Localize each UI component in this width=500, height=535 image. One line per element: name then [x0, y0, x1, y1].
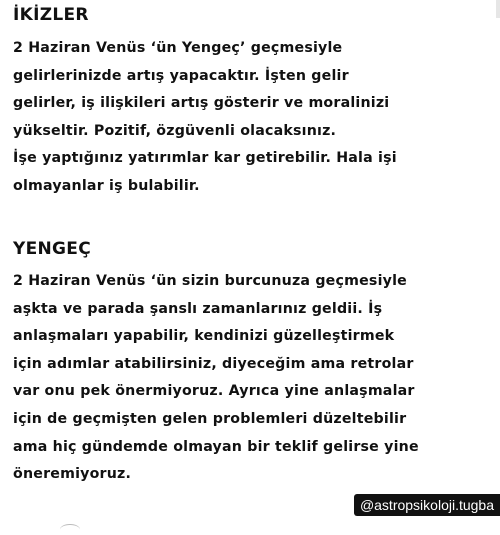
- bottom-edge-arc: [60, 524, 80, 535]
- paragraph-line: anlaşmaları yapabilir, kendinizi güzelleştirmek: [13, 328, 395, 345]
- paragraph-line: olmayanlar iş bulabilir.: [13, 177, 200, 194]
- section-paragraph: [13, 268, 493, 489]
- paragraph-line: aşkta ve parada şanslı zamanlarınız geldii. İş: [13, 300, 383, 317]
- section-heading: İKİZLER: [13, 5, 89, 25]
- paragraph-line: 2 Haziran Venüs ‘ün sizin burcunuza geçmesiyle: [13, 273, 407, 289]
- section-yengec: [13, 238, 493, 489]
- section-paragraph: [13, 35, 493, 201]
- paragraph-line: için adımlar atabilirsiniz, diyeceğim ama retrolar: [13, 355, 414, 372]
- paragraph-line: ama hiç gündemde olmayan bir teklif gelirse yine: [13, 438, 419, 455]
- paragraph-line: var onu pek önermiyoruz. Ayrıca yine anlaşmalar: [13, 383, 415, 400]
- paragraph-line: 2 Haziran Venüs ‘ün Yengeç’ geçmesiyle: [13, 40, 343, 56]
- watermark-handle: @astropsikoloji.tugba: [354, 494, 500, 516]
- paragraph-line: için de geçmişten gelen problemleri düzeltebilir: [13, 410, 407, 427]
- paragraph-line: gelirlerinizde artış yapacaktır. İşten gelir: [13, 67, 349, 84]
- paragraph-line: öneremiyoruz.: [13, 466, 132, 483]
- paragraph-line: İşe yaptığınız yatırımlar kar getirebilir. Hala işi: [13, 150, 397, 167]
- paragraph-line: yükseltir. Pozitif, özgüvenli olacaksınız.: [13, 122, 337, 139]
- corner-edge: [496, 0, 500, 18]
- section-ikizler: [13, 4, 493, 201]
- paragraph-line: gelirler, iş ilişkileri artış gösterir ve moralinizi: [13, 95, 390, 112]
- section-heading: YENGEÇ: [13, 239, 91, 259]
